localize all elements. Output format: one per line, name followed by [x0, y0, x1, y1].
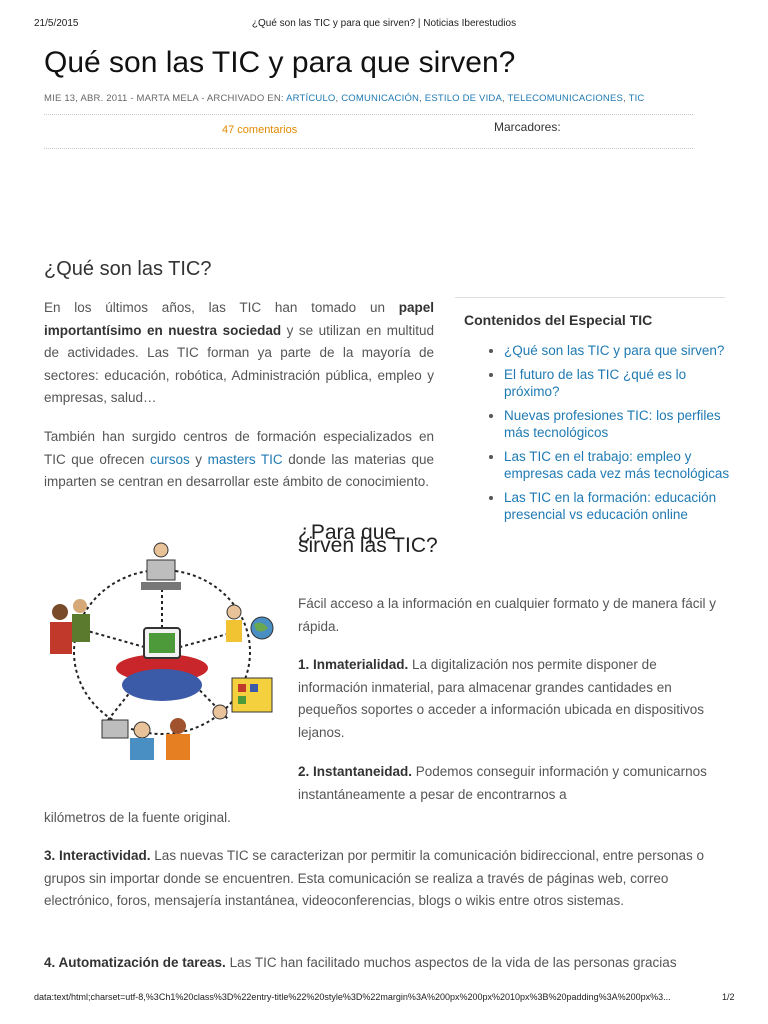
item-text: Las TIC han facilitado muchos aspectos de la vida de las personas gracias — [225, 955, 677, 970]
section-heading-que-son: ¿Qué son las TIC? — [44, 258, 212, 280]
person-globe-icon — [226, 605, 273, 642]
divider-top — [44, 114, 693, 115]
category-link-estilo-de-vida[interactable]: ESTILO DE VIDA — [424, 93, 503, 104]
text: donde las materias que imparten se centran en desarrollar este ámbito de conocimiento. — [44, 451, 434, 489]
classroom-board-icon — [213, 678, 272, 719]
sidebar-list — [486, 342, 734, 530]
comments-link[interactable]: 47 comentarios — [222, 124, 298, 136]
category-link-telecomunicaciones[interactable]: TELECOMUNICACIONES — [507, 93, 624, 104]
article-title: Qué son las TIC y para que sirven? — [44, 46, 516, 79]
intro-paragraph — [44, 297, 434, 410]
people-left-icon — [50, 599, 90, 654]
meta-separator: , — [335, 93, 342, 104]
item-text: Las nuevas TIC se caracterizan por permitir la comunicación bidireccional, entre personas o grupos sin importar donde se encuentren. Esta comunicación se realiza a través de páginas web, correo electrónico, foros, mensajería instantánea, videoconferencias, blogs o wikis entre otros sistemas. — [44, 848, 705, 908]
item-label: 3. Interactividad. — [44, 848, 151, 863]
meta-separator: , — [502, 93, 508, 104]
section-heading-para-que: ¿Para que sirven las TIC? — [298, 521, 438, 557]
meta-separator: , — [623, 93, 629, 104]
item-instantaneidad-cont: kilómetros de la fuente original. — [44, 810, 231, 825]
print-date: 21/5/2015 — [34, 18, 79, 29]
training-paragraph — [44, 426, 434, 494]
meta-prefix: MIE 13, ABR. 2011 - MARTA MELA - ARCHIVADO EN: — [44, 93, 287, 104]
access-paragraph: Fácil acceso a la información en cualquier formato y de manera fácil y rápida. — [298, 596, 716, 634]
page-number: 1/2 — [722, 992, 735, 1002]
item-label: 4. Automatización de tareas. — [44, 955, 226, 970]
sidebar-item[interactable]: • ¿Qué son las TIC y para que sirven? — [504, 342, 734, 359]
category-link-articulo[interactable]: ARTÍCULO — [286, 93, 336, 104]
bookmarks-label: Marcadores: — [494, 120, 561, 134]
sidebar-item[interactable]: • Las TIC en la formación: educación presencial vs educación online — [504, 489, 734, 523]
cursos-link[interactable]: cursos — [149, 451, 190, 467]
item-inmaterialidad — [298, 654, 718, 744]
person-computer-top-icon — [141, 543, 181, 590]
sidebar-item[interactable]: • Las TIC en el trabajo: empleo y empresas cada vez más tecnológicas — [504, 448, 734, 482]
item-text: Podemos conseguir información y comunicarnos instantáneamente a pesar de encontrarnos a — [298, 764, 707, 802]
sidebar-title: Contenidos del Especial TIC — [464, 312, 653, 328]
masters-tic-link[interactable]: masters TIC — [207, 451, 283, 467]
article-meta — [44, 93, 644, 104]
category-link-comunicacion[interactable]: COMUNICACIÓN — [341, 93, 420, 104]
divider-bottom — [44, 148, 693, 149]
category-link-tic[interactable]: TIC — [628, 93, 645, 104]
item-automatizacion — [44, 952, 734, 975]
sidebar-divider — [455, 297, 725, 298]
item-text: La digitalización nos permite disponer de información inmaterial, para almacenar grandes cantidades en pequeños soportes o acceder a información ubicada en dispositivos lejanos. — [298, 657, 705, 740]
sidebar-item[interactable]: • El futuro de las TIC ¿qué es lo próximo? — [504, 366, 734, 400]
item-label: 1. Inmaterialidad. — [298, 657, 409, 672]
sidebar-item[interactable]: • Nuevas profesiones TIC: los perfiles más tecnológicos — [504, 407, 734, 441]
central-computer-icon — [116, 628, 208, 701]
text: y — [189, 451, 208, 467]
text: y se utilizan en multitud de actividades. Las TIC forman ya parte de la mayoría de sectores: educación, robótica, Administración pública, empleo y empresas, salud… — [44, 322, 434, 405]
print-title: ¿Qué son las TIC y para que sirven? | Noticias Iberestudios — [251, 18, 517, 29]
people-bottom-icon — [102, 718, 190, 760]
meta-separator: , — [419, 93, 425, 104]
text: En los últimos años, las TIC han tomado un — [44, 300, 399, 315]
item-instantaneidad — [298, 761, 718, 806]
bold-text: papel importantísimo en nuestra sociedad — [44, 300, 434, 338]
item-label: 2. Instantaneidad. — [298, 764, 413, 779]
print-url: data:text/html;charset=utf-8,%3Ch1%20class%3D%22entry-title%22%20style%3D%22margin%3A%200px%200px%2010px%3B%20padding%3A%200px%3... — [34, 992, 671, 1002]
text: También han surgido centros de formación especializados en TIC que ofrecen — [44, 429, 434, 467]
tic-network-illustration — [44, 540, 280, 762]
item-interactividad — [44, 845, 718, 913]
